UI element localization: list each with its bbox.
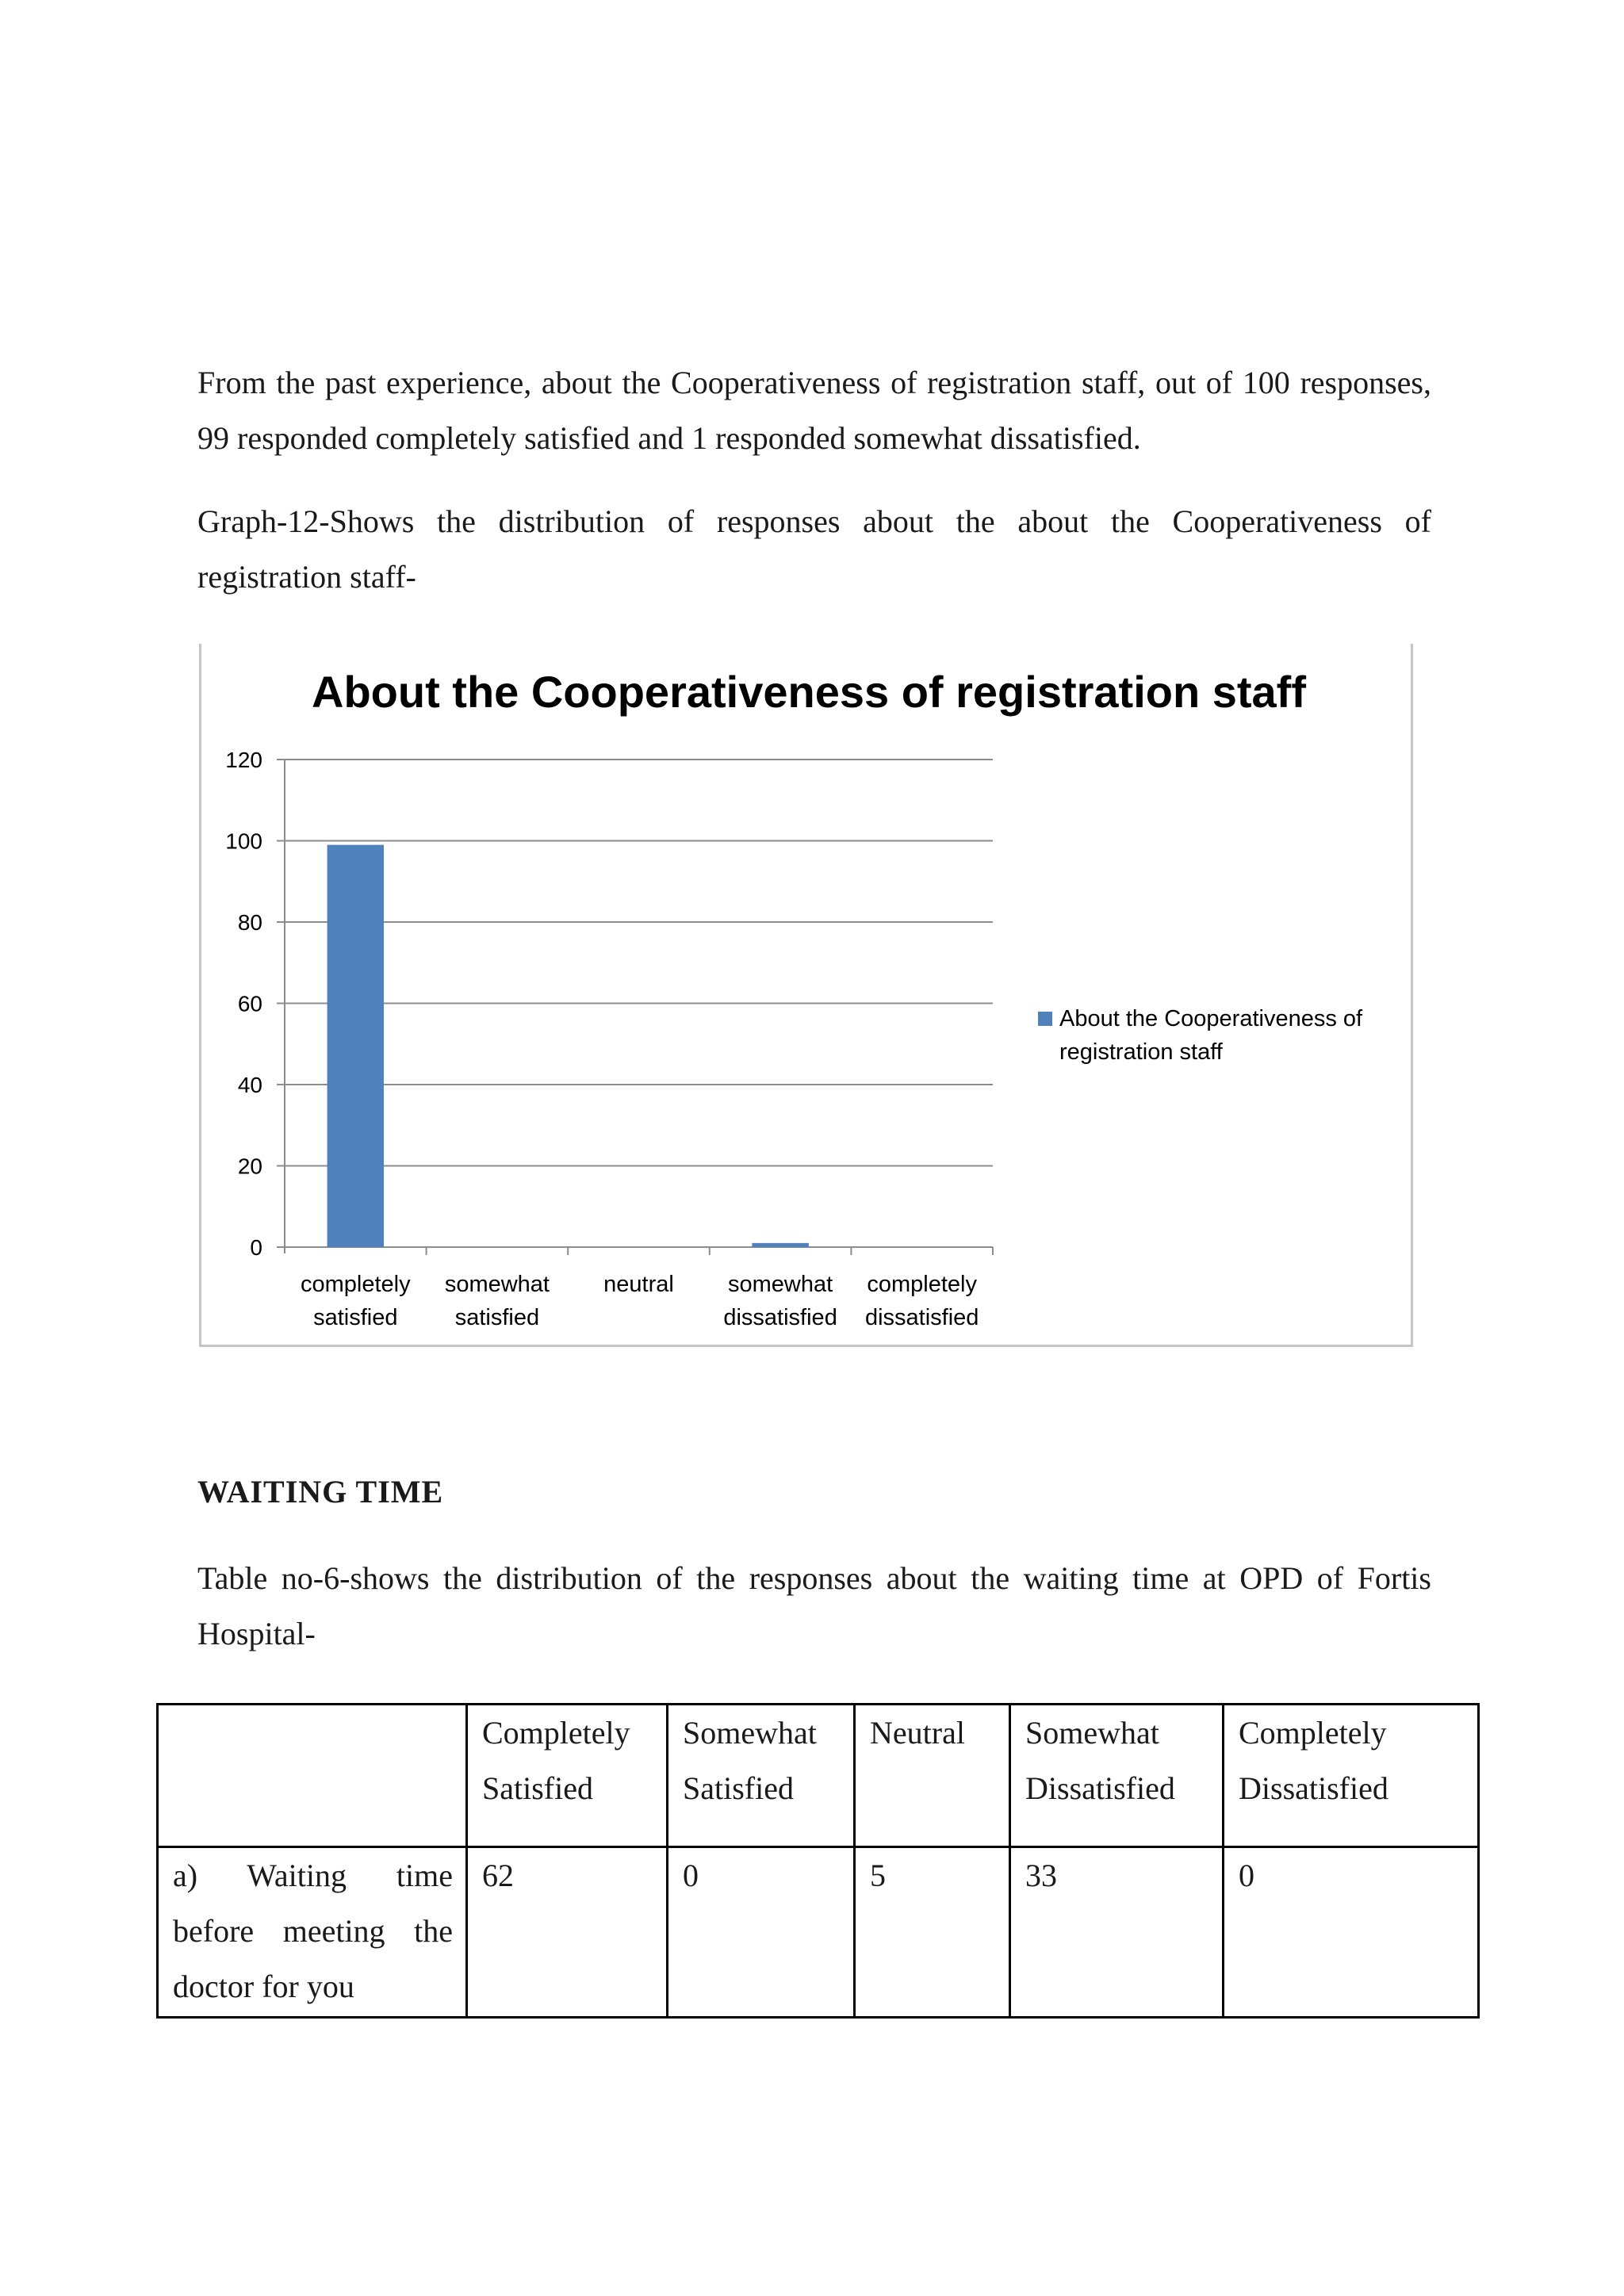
y-tick-label: 60	[237, 991, 262, 1016]
x-tick-label: satisfied	[313, 1305, 398, 1330]
y-tick-label: 120	[225, 748, 262, 772]
y-tick-label: 40	[237, 1073, 262, 1097]
legend-label: About the Cooperativeness of	[1059, 1006, 1363, 1031]
table-row	[158, 1847, 1479, 2018]
table-cell: 0	[668, 1847, 855, 2018]
table-cell: 33	[1010, 1847, 1224, 2018]
chart-title: About the Cooperativeness of registration staff	[312, 667, 1306, 717]
column-header: Somewhat Satisfied	[668, 1705, 855, 1847]
legend-swatch	[1038, 1012, 1052, 1026]
table-cell: 62	[467, 1847, 668, 2018]
x-tick-label: satisfied	[454, 1305, 540, 1330]
table-body	[158, 1847, 1479, 2018]
y-tick-label: 80	[237, 910, 262, 935]
section-heading: WAITING TIME	[197, 1474, 444, 1510]
x-tick-label: completely	[300, 1272, 411, 1297]
table-cell: 0	[1224, 1847, 1479, 2018]
column-header: Completely Dissatisfied	[1224, 1705, 1479, 1847]
x-tick-label: dissatisfied	[864, 1305, 979, 1330]
column-header: Somewhat Dissatisfied	[1010, 1705, 1224, 1847]
x-tick-label: dissatisfied	[723, 1305, 837, 1330]
graph-caption: Graph-12-Shows the distribution of responses about the about the Cooperativeness of registration staff-	[197, 503, 1431, 595]
table-cell: 5	[855, 1847, 1010, 2018]
x-tick-label: completely	[867, 1272, 978, 1297]
bar-chart-frame	[199, 644, 1413, 1347]
x-tick-label: somewhat	[728, 1272, 833, 1297]
y-tick-label: 100	[225, 828, 262, 854]
intro-paragraph: From the past experience, about the Cooperativeness of registration staff, out of 100 responses, 99 responded completely satisfied and 1 responded somewhat dissatisfied.	[197, 365, 1431, 456]
table-caption: Table no-6-shows the distribution of the responses about the waiting time at OPD of Fortis Hospital-	[197, 1560, 1431, 1651]
column-header: Completely Satisfied	[467, 1705, 668, 1847]
y-tick-label: 0	[250, 1235, 262, 1260]
bar-4	[752, 1243, 808, 1247]
legend-label: registration staff	[1059, 1039, 1223, 1065]
column-header: Neutral	[855, 1705, 1010, 1847]
table-corner-cell	[158, 1705, 467, 1847]
y-tick-label: 20	[237, 1154, 262, 1179]
row-label: a) Waiting time before meeting the doctor for you	[158, 1847, 467, 2018]
x-tick-label: somewhat	[444, 1272, 550, 1297]
x-tick-label: neutral	[603, 1272, 674, 1297]
waiting-time-table	[156, 1703, 1480, 2019]
bar-chart	[201, 644, 1411, 1345]
table-header-row	[158, 1705, 1479, 1847]
bar-1	[327, 845, 384, 1247]
